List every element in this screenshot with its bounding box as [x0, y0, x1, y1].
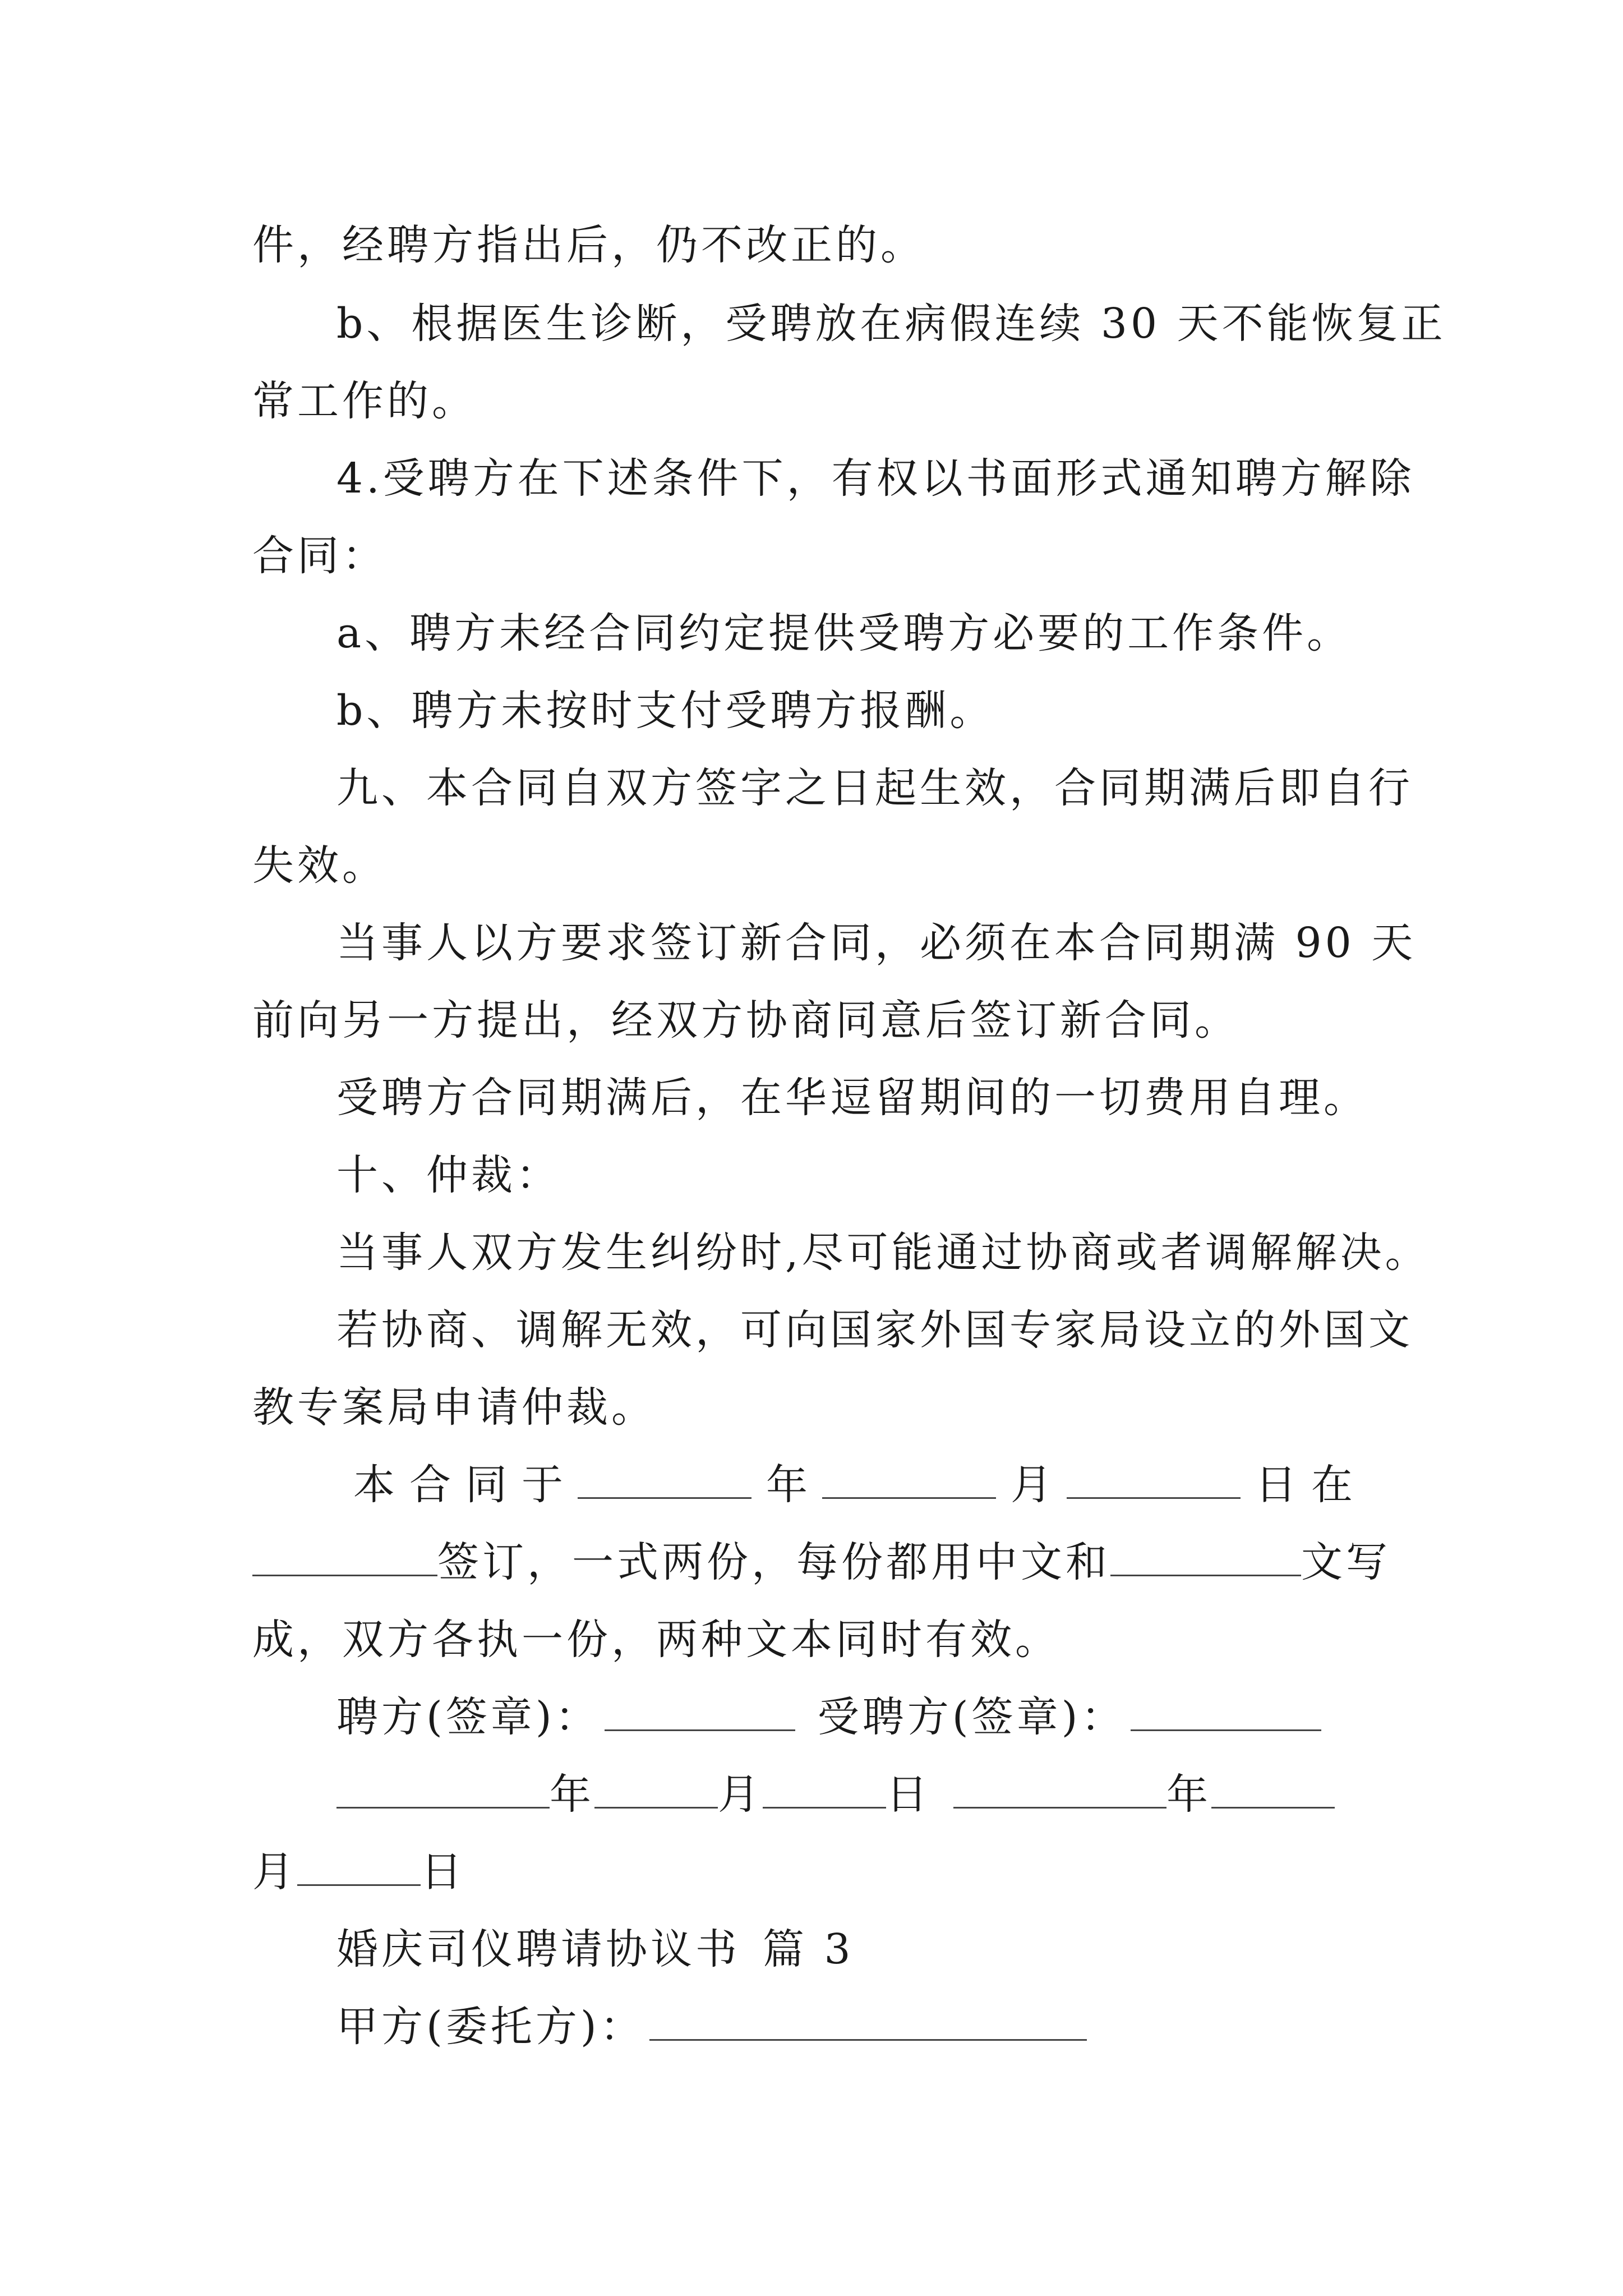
paragraph-line: 受聘方合同期满后，在华逗留期间的一切费用自理。	[336, 1074, 1368, 1122]
section-title: 婚庆司仪聘请协议书 篇 3	[336, 1925, 854, 1973]
date-line-continued: 月 日	[252, 1848, 465, 1896]
employer-day-blank	[763, 1772, 886, 1809]
employee-month-blank	[1211, 1772, 1335, 1809]
paragraph-line: 合同：	[252, 532, 387, 580]
employer-month-blank	[594, 1772, 718, 1809]
paragraph-line: 当事人双方发生纠纷时,尽可能通过协商或者调解解决。	[336, 1228, 1430, 1277]
paragraph-line: 若协商、调解无效，可向国家外国专家局设立的外国文	[336, 1306, 1413, 1354]
paragraph-line: 前向另一方提出，经双方协商同意后签订新合同。	[252, 996, 1239, 1045]
paragraph-line: 失效。	[252, 841, 387, 890]
blank-year	[578, 1462, 751, 1499]
employee-signature-blank	[1131, 1695, 1321, 1731]
signing-line-1: 本合同于 年 月 日在	[353, 1461, 1367, 1509]
blank-month	[822, 1462, 996, 1499]
employer-year-blank	[336, 1772, 550, 1809]
employee-day-blank	[297, 1849, 421, 1886]
employer-signature-label: 聘方(签章)：	[336, 1693, 600, 1741]
paragraph-line: 常工作的。	[252, 377, 477, 425]
signing-line-3: 成，双方各执一份，两种文本同时有效。	[252, 1616, 1060, 1664]
paragraph-line: 九、本合同自双方签字之日起生效，合同期满后即自行	[336, 764, 1413, 812]
paragraph-line: b、根据医生诊断，受聘放在病假连续 30 天不能恢复正	[336, 300, 1446, 348]
paragraph-line: 教专案局申请仲裁。	[252, 1383, 656, 1432]
blank-language	[1110, 1540, 1301, 1576]
party-a-line: 甲方(委托方)：	[336, 1985, 1391, 2069]
signing-line-2: 签订，一式两份，每份都用中文和 文写	[252, 1520, 1391, 1604]
paragraph-line: 当事人以方要求签订新合同，必须在本合同期满 90 天	[336, 919, 1417, 967]
employer-signature-blank	[605, 1695, 795, 1731]
paragraph-line: 4.受聘方在下述条件下，有权以书面形式通知聘方解除	[336, 454, 1415, 503]
employee-year-blank	[953, 1772, 1166, 1809]
blank-place	[252, 1540, 437, 1576]
paragraph-line: b、聘方未按时支付受聘方报酬。	[336, 687, 995, 735]
party-a-blank	[649, 2004, 1087, 2041]
paragraph-line: a、聘方未经合同约定提供受聘方必要的工作条件。	[336, 609, 1352, 657]
section-heading: 十、仲裁：	[336, 1151, 561, 1199]
signature-line	[336, 1675, 1391, 1759]
blank-day	[1067, 1462, 1241, 1499]
employee-signature-label: 受聘方(签章)：	[817, 1693, 1126, 1741]
date-line: 年 月 日 年	[336, 1752, 1391, 1837]
paragraph-line: 件，经聘方指出后，仍不改正的。	[252, 221, 925, 269]
